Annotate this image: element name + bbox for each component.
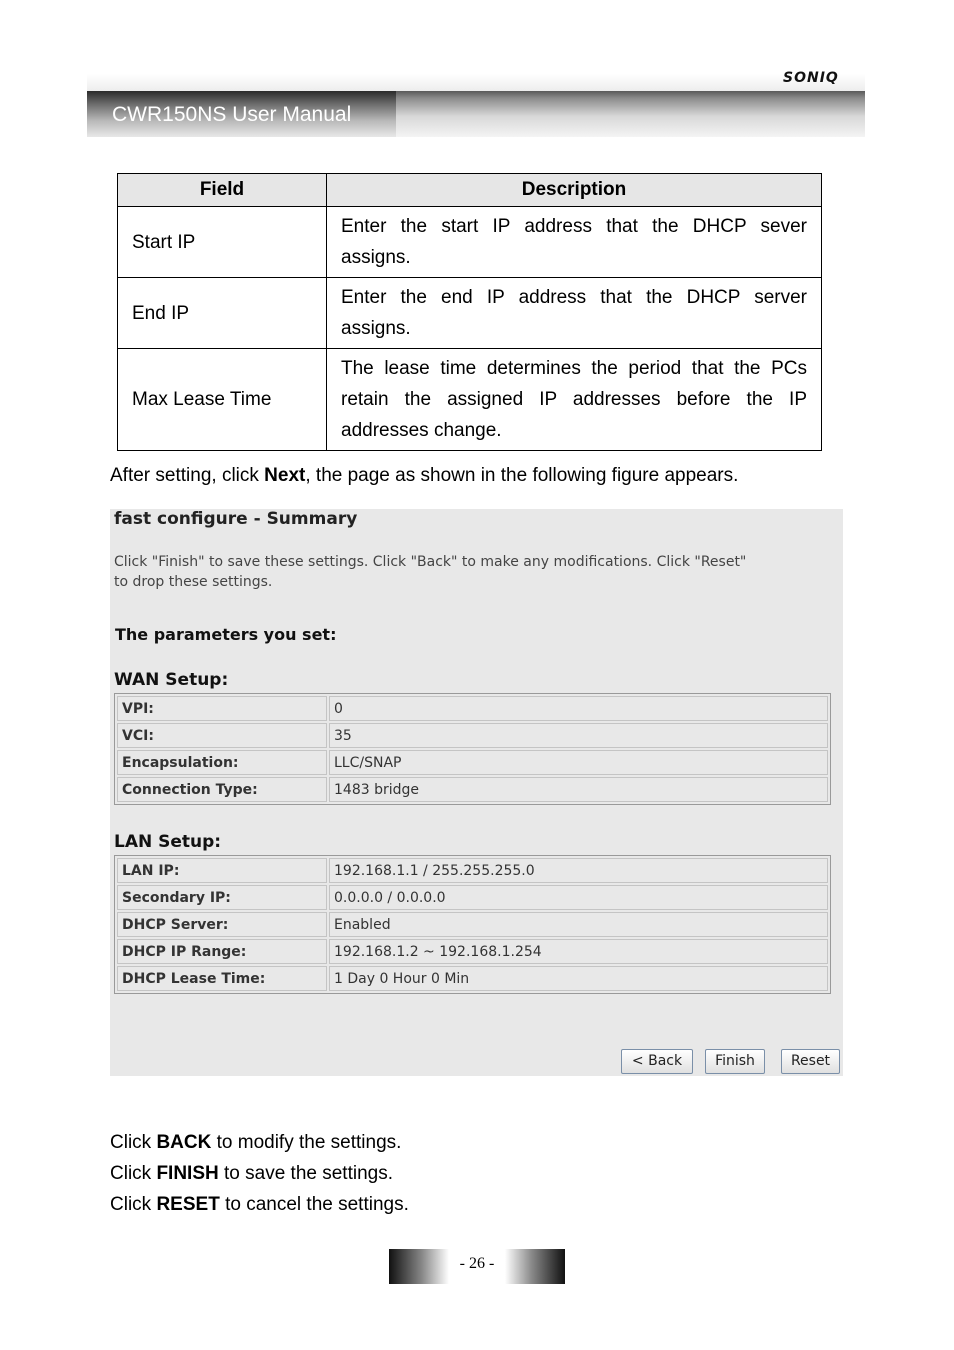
field-description-table (117, 173, 822, 451)
parameters-label: The parameters you set: (115, 625, 337, 644)
wan-key: VPI: (117, 696, 327, 721)
table-row (117, 723, 828, 748)
lan-key: LAN IP: (117, 858, 327, 883)
text-fragment: to save the settings. (218, 1163, 393, 1184)
wan-value: 35 (329, 723, 828, 748)
lan-key: DHCP Server: (117, 912, 327, 937)
text-fragment: to modify the settings. (211, 1132, 402, 1153)
back-button[interactable]: < Back (621, 1049, 693, 1074)
header-fade (87, 74, 865, 92)
text-fragment: to cancel the settings. (219, 1194, 409, 1215)
summary-screenshot (110, 509, 843, 1076)
text-fragment: Click (110, 1194, 157, 1215)
table-row (117, 696, 828, 721)
table-row (118, 278, 822, 349)
lan-value: 192.168.1.2 ~ 192.168.1.254 (329, 939, 828, 964)
text-fragment: Click (110, 1132, 157, 1153)
wan-value: 0 (329, 696, 828, 721)
table-row (117, 966, 828, 991)
wan-key: Encapsulation: (117, 750, 327, 775)
lan-value: 0.0.0.0 / 0.0.0.0 (329, 885, 828, 910)
instruction-back (110, 1131, 401, 1155)
wan-setup-table (114, 693, 831, 805)
table-row (118, 349, 822, 451)
text-fragment: , the page as shown in the following figure appears. (305, 465, 739, 486)
column-header-field: Field (118, 174, 327, 207)
finish-keyword: FINISH (156, 1163, 219, 1184)
manual-title: CWR150NS User Manual (112, 103, 352, 126)
summary-heading: fast configure - Summary (114, 509, 358, 529)
wan-value: 1483 bridge (329, 777, 828, 802)
table-row (117, 858, 828, 883)
field-cell: Start IP (118, 207, 327, 278)
description-cell: The lease time determines the period that the PCs retain the assigned IP addresses before the IP addresses change. (327, 349, 822, 451)
table-row (117, 885, 828, 910)
instruction-reset (110, 1193, 409, 1217)
page-number: - 26 - (459, 1255, 495, 1272)
back-keyword: BACK (156, 1132, 212, 1153)
lan-setup-table (114, 855, 831, 994)
description-cell: Enter the end IP address that the DHCP server assigns. (327, 278, 822, 349)
table-row (118, 207, 822, 278)
table-row (117, 750, 828, 775)
description-cell: Enter the start IP address that the DHCP sever assigns. (327, 207, 822, 278)
brand-logo: SONIQ (783, 70, 839, 86)
table-row (117, 777, 828, 802)
reset-keyword: RESET (156, 1194, 220, 1215)
lan-value: 192.168.1.1 / 255.255.255.0 (329, 858, 828, 883)
wan-setup-label: WAN Setup: (114, 670, 229, 690)
wan-key: Connection Type: (117, 777, 327, 802)
finish-button[interactable]: Finish (705, 1049, 765, 1074)
wan-value: LLC/SNAP (329, 750, 828, 775)
footer-gradient-left (389, 1249, 449, 1284)
lan-key: DHCP IP Range: (117, 939, 327, 964)
lan-key: Secondary IP: (117, 885, 327, 910)
lan-value: Enabled (329, 912, 828, 937)
summary-intro: Click "Finish" to save these settings. Click "Back" to make any modifications. Click "Reset" to drop these settings. (114, 554, 747, 590)
table-header-row (118, 174, 822, 207)
lan-value: 1 Day 0 Hour 0 Min (329, 966, 828, 991)
field-cell: End IP (118, 278, 327, 349)
lan-setup-label: LAN Setup: (114, 832, 222, 852)
text-fragment: After setting, click (110, 465, 265, 486)
footer-gradient-right (505, 1249, 565, 1284)
column-header-description: Description (327, 174, 822, 207)
instruction-finish (110, 1162, 393, 1186)
reset-button[interactable]: Reset (781, 1049, 840, 1074)
table-row (117, 912, 828, 937)
lan-key: DHCP Lease Time: (117, 966, 327, 991)
field-cell: Max Lease Time (118, 349, 327, 451)
text-fragment: Click (110, 1163, 157, 1184)
next-keyword: Next (264, 465, 306, 486)
table-row (117, 939, 828, 964)
after-setting-paragraph (110, 464, 738, 488)
wan-key: VCI: (117, 723, 327, 748)
